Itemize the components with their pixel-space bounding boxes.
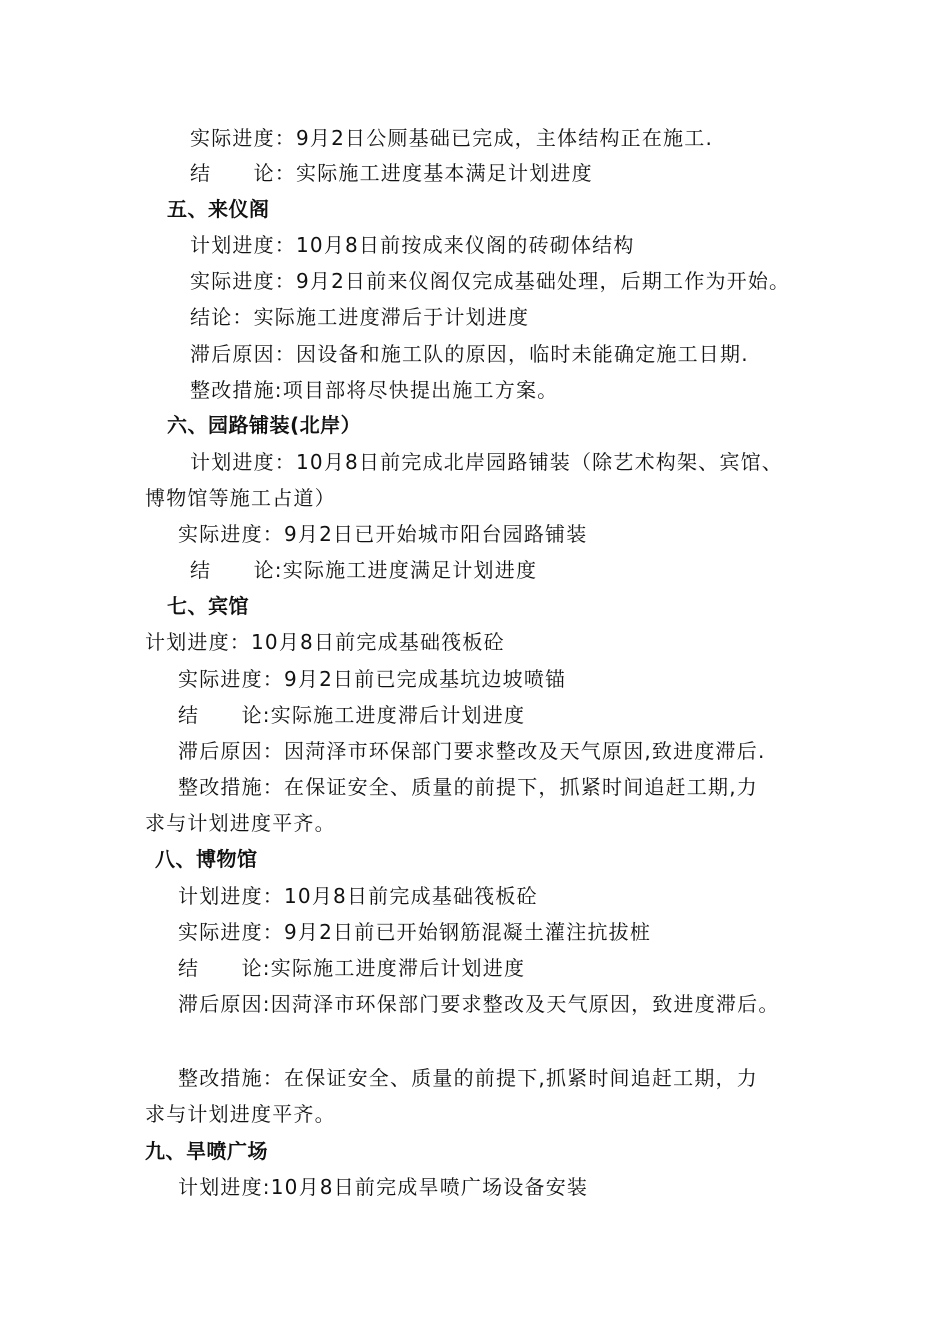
text-line: 滞后原因：因菏泽市环保部门要求整改及天气原因,致进度滞后.: [178, 739, 766, 763]
text-line: 滞后原因:因菏泽市环保部门要求整改及天气原因，致进度滞后。: [178, 992, 780, 1016]
text-line: 滞后原因：因设备和施工队的原因，临时未能确定施工日期.: [190, 342, 749, 366]
text-line: 计划进度:10月8日前完成旱喷广场设备安装: [178, 1175, 589, 1199]
text-line: 实际进度：9月2日公厕基础已完成，主体结构正在施工.: [190, 126, 714, 150]
text-line: 求与计划进度平齐。: [145, 811, 336, 835]
section-heading: 六、园路铺装(北岸）: [167, 413, 362, 437]
section-heading: 八、博物馆: [155, 847, 258, 871]
text-line: 计划进度：10月8日前按成来仪阁的砖砌体结构: [190, 233, 635, 257]
text-line: 结 论:实际施工进度滞后计划进度: [178, 956, 526, 980]
text-line: 实际进度：9月2日已开始城市阳台园路铺装: [178, 522, 588, 546]
text-line: 结论：实际施工进度滞后于计划进度: [190, 305, 530, 329]
text-line: 整改措施：在保证安全、质量的前提下,抓紧时间追赶工期，力: [178, 1066, 758, 1090]
text-line: 整改措施：在保证安全、质量的前提下，抓紧时间追赶工期,力: [178, 775, 758, 799]
text-line: 结 论:实际施工进度滞后计划进度: [178, 703, 526, 727]
text-line: 计划进度：10月8日前完成基础筏板砼: [145, 630, 505, 654]
text-line: 整改措施:项目部将尽快提出施工方案。: [190, 378, 559, 402]
text-line: 博物馆等施工占道）: [145, 486, 336, 510]
text-line: 计划进度：10月8日前完成北岸园路铺装（除艺术构架、宾馆、: [190, 450, 783, 474]
section-heading: 九、旱喷广场: [145, 1139, 268, 1163]
text-line: 实际进度：9月2日前已开始钢筋混凝土灌注抗拔桩: [178, 920, 652, 944]
text-line: 求与计划进度平齐。: [145, 1102, 336, 1126]
text-line: 计划进度：10月8日前完成基础筏板砼: [178, 884, 538, 908]
section-heading: 五、来仪阁: [167, 197, 270, 221]
text-line: 结 论：实际施工进度基本满足计划进度: [190, 161, 593, 185]
text-line: 结 论:实际施工进度满足计划进度: [190, 558, 538, 582]
text-line: 实际进度：9月2日前已完成基坑边坡喷锚: [178, 667, 567, 691]
section-heading: 七、宾馆: [167, 594, 249, 618]
text-line: 实际进度：9月2日前来仪阁仅完成基础处理，后期工作为开始。: [190, 269, 791, 293]
